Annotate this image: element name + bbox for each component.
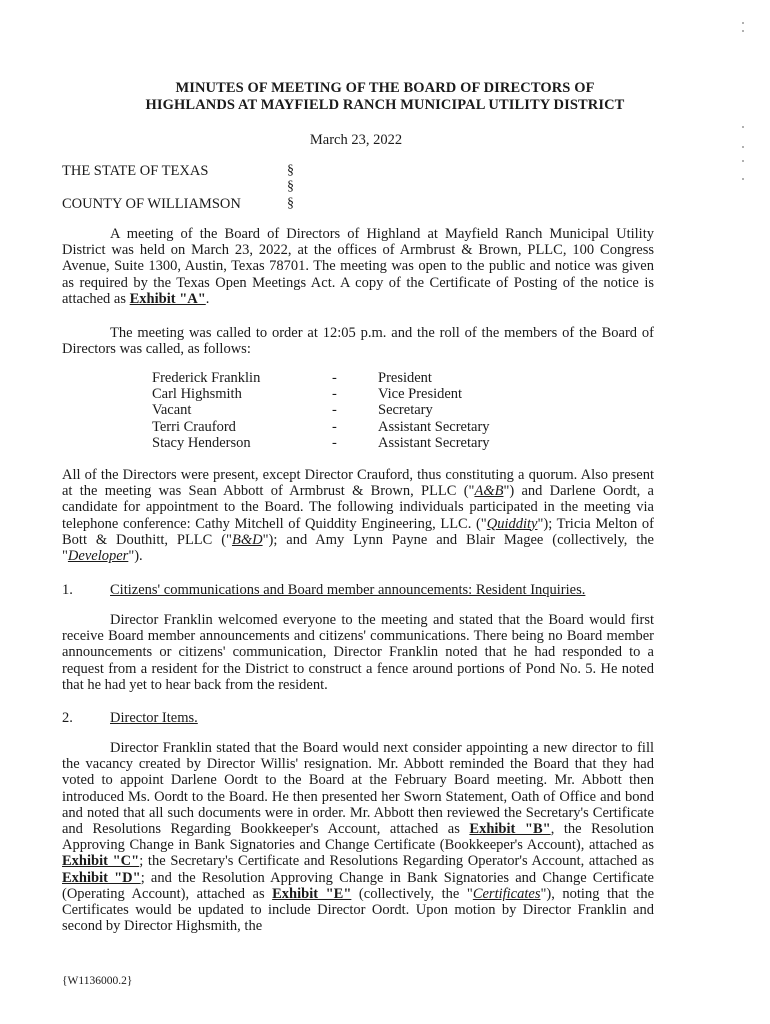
scan-mark xyxy=(742,126,744,128)
county-caption: COUNTY OF WILLIAMSON xyxy=(62,196,241,212)
scan-mark xyxy=(742,22,744,24)
scan-mark xyxy=(742,146,744,148)
opening-paragraph: A meeting of the Board of Directors of Highland at Mayfield Ranch Municipal Utility District was held on March 23, 2022, at the offices of Armbrust & Brown, PLLC, 100 Congress Avenue, Suite 1300, Austin, Texas 78701. The meeting was open to the public and notice was given as required by the Texas Open Meetings Act. A copy of the Certificate of Posting of the notice is attached as Exhibit "A". xyxy=(62,226,654,307)
roll-call-row: Vacant - Secretary xyxy=(152,402,433,419)
section-symbol: § xyxy=(287,196,294,211)
section-2-body: Director Franklin stated that the Board would next consider appointing a new director to fill the vacancy created by Director Willis' resignation. Mr. Abbott reminded the Board that they had voted to appoint Darlene Oordt to the Board at the February Board meeting. Mr. Abbott then introduced Ms. Oordt to the Board. He then presented her Sworn Statement, Oath of Office and bond and noted that all such documents were in order. Mr. Abbott then reviewed the Secretary's Certificate and Resolutions Regarding Bookkeeper's Account, attached as Exhibit "B", the Resolution Approving Change in Bank Signatories and Change Certificate (Bookkeeper's Account), attached as Exhibit "C"; the Secretary's Certificate and Resolutions Regarding Operator's Account, attached as Exhibit "D"; and the Resolution Approving Change in Bank Signatories and Change Certificate (Operating Account), attached as Exhibit "E" (collectively, the "Certificates"), noting that the Certificates would be updated to include Director Oordt. Upon motion by Director Franklin and second by Director Highsmith, the xyxy=(62,740,654,935)
roll-call-row: Frederick Franklin - President xyxy=(152,370,432,386)
roll-call-row: Terri Crauford - Assistant Secretary xyxy=(152,418,490,435)
scan-mark xyxy=(742,160,744,162)
document-footer-code: {W1136000.2} xyxy=(62,975,133,987)
attendance-paragraph: All of the Directors were present, except Director Crauford, thus constituting a quorum. Also present at the meeting was Sean Abbott of Armbrust & Brown, PLLC ("A&B") and Darlene Oordt, a candidate for appointment to the Board. The following individuals participated in the meeting via telephone conference: Cathy Mitchell of Quiddity Engineering, LLC. ("Quiddity"); Tricia Melton of Bott & Douthitt, PLLC ("B&D"); and Amy Lynn Payne and Blair Magee (collectively, the "Developer"). xyxy=(62,467,654,565)
section-1-heading: 1. Citizens' communications and Board member announcements: Resident Inquiries. xyxy=(62,582,586,598)
exhibit-e-reference: Exhibit "E" xyxy=(272,885,352,902)
roll-call-paragraph: The meeting was called to order at 12:05 p.m. and the roll of the members of the Board of Directors was called, as follows: xyxy=(62,325,654,358)
scan-mark xyxy=(742,30,744,32)
exhibit-a-reference: Exhibit "A" xyxy=(129,290,206,307)
exhibit-b-reference: Exhibit "B" xyxy=(469,821,551,838)
roll-call-list xyxy=(152,370,490,451)
section-2-heading: 2. Director Items. xyxy=(62,710,198,726)
section-symbol: § xyxy=(287,179,294,194)
scan-mark xyxy=(742,178,744,180)
meeting-date: March 23, 2022 xyxy=(309,132,403,148)
roll-call-row: Carl Highsmith - Vice President xyxy=(152,386,463,403)
exhibit-d-reference: Exhibit "D" xyxy=(62,869,141,886)
section-1-body: Director Franklin welcomed everyone to the meeting and stated that the Board would first receive Board member announcements and citizens' communications. There being no Board member announcements or citizens' communication, Director Franklin noted that he had responded to a request from a resident for the District to construct a fence around portions of Pond No. 5. He noted that he had yet to hear back from the resident. xyxy=(62,612,654,693)
exhibit-c-reference: Exhibit "C" xyxy=(62,853,140,870)
roll-call-row: Stacy Henderson - Assistant Secretary xyxy=(152,434,490,451)
document-title-line-2: HIGHLANDS AT MAYFIELD RANCH MUNICIPAL UTILITY DISTRICT xyxy=(145,97,625,113)
section-symbol: § xyxy=(287,163,294,178)
document-title-line-1: MINUTES OF MEETING OF THE BOARD OF DIRECTORS OF xyxy=(175,80,595,96)
state-caption: THE STATE OF TEXAS xyxy=(62,163,209,179)
